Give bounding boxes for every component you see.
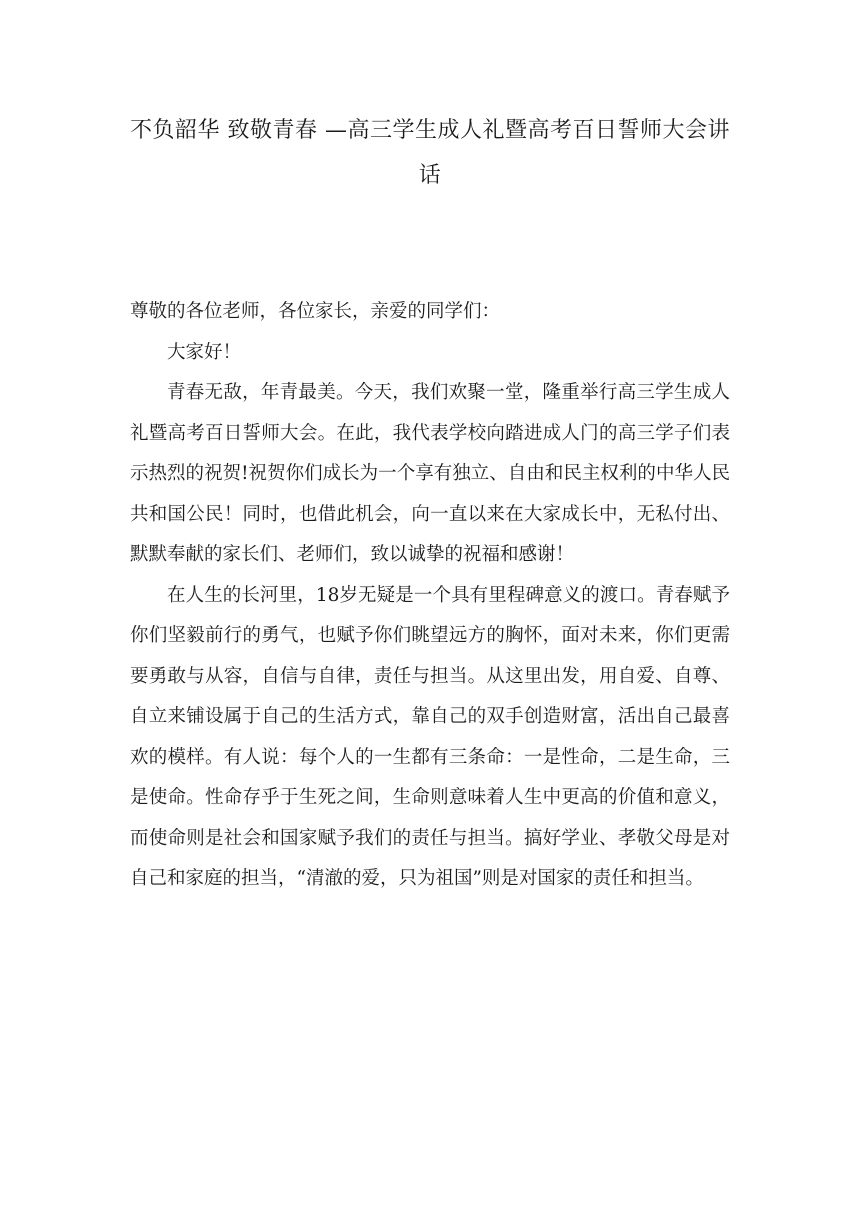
body-paragraph: 在人生的长河里，18岁无疑是一个具有里程碑意义的渡口。青春赋予你们坚毅前行的勇气，也赋予你们眺望远方的胸怀，面对未来，你们更需要勇敢与从容，自信与自律，责任与担当。从这里出发，用自爱、自尊、自立来铺设属于自己的生活方式，靠自己的双手创造财富，活出自己最喜欢的模样。有人说：每个人的一生都有三条命：一是性命，二是生命，三是使命。性命存乎于生死之间，生命则意味着人生中更高的价值和意义，而使命则是社会和国家赋予我们的责任与担当。搞好学业、孝敬父母是对自己和家庭的担当，“清澈的爱，只为祖国”则是对国家的责任和担当。 [130,584,730,889]
body-paragraph: 青春无敌，年青最美。今天，我们欢聚一堂，隆重举行高三学生成人礼暨高考百日誓师大会。在此，我代表学校向踏进成人门的高三学子们表示热烈的祝贺!祝贺你们成长为一个享有独立、自由和民主权利的中华人民共和国公民！同时，也借此机会，向一直以来在大家成长中，无私付出、默默奉献的家长们、老师们，致以诚挚的祝福和感谢！ [130,382,730,565]
greeting: 大家好！ [167,341,242,363]
salutation: 尊敬的各位老师，各位家长，亲爱的同学们： [130,301,501,322]
document-body [130,292,730,900]
document-title: 不负韶华 致敬青春 —高三学生成人礼暨高考百日誓师大会讲话 [130,118,730,188]
